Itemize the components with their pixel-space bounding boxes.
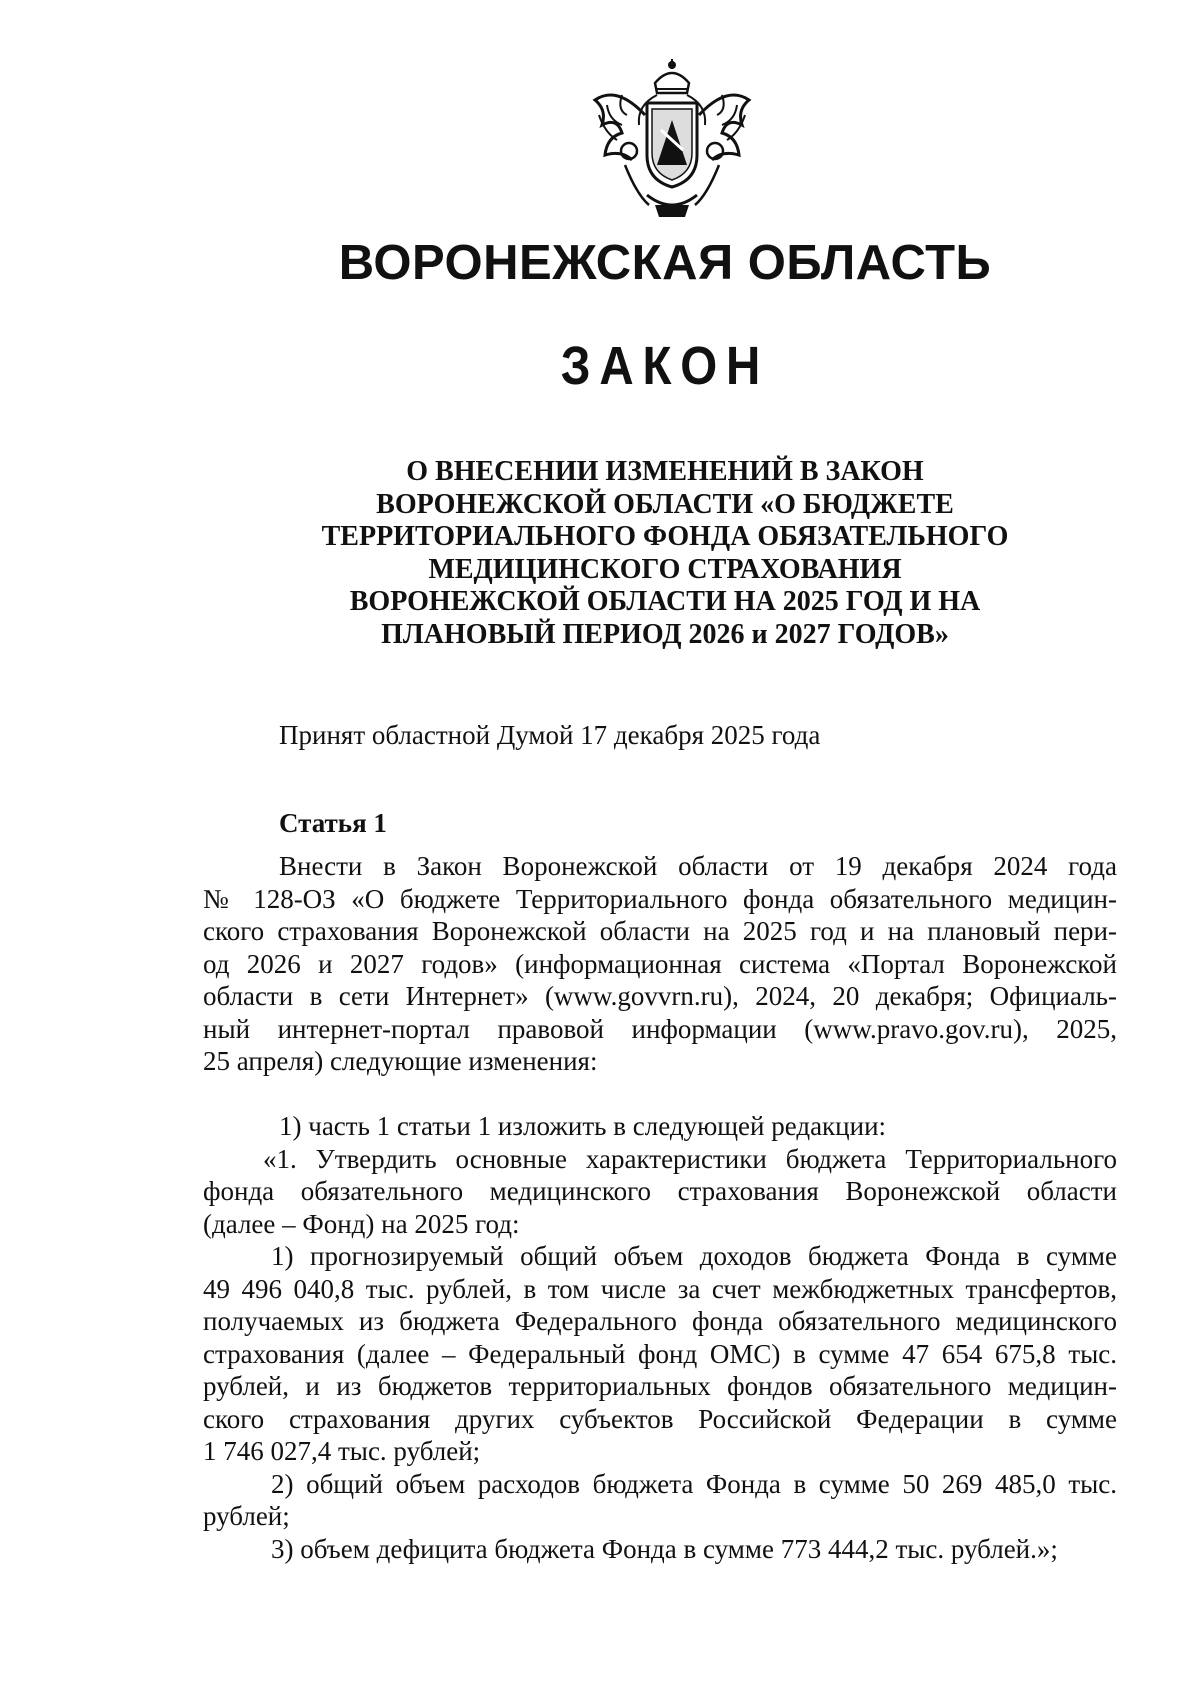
region-title: ВОРОНЕЖСКАЯ ОБЛАСТЬ [338, 236, 992, 290]
law-name-line: МЕДИЦИНСКОГО СТРАХОВАНИЯ [428, 553, 902, 585]
article-intro [203, 850, 1117, 1078]
article-heading: Статья 1 [279, 808, 387, 838]
text-line: 1) прогнозируемый общий объем доходов бюджета Фонда в сумме [271, 1241, 1117, 1271]
amendment-item-1 [203, 1110, 1117, 1565]
text-line: (далее – Фонд) на 2025 год: [203, 1208, 520, 1239]
law-name-line: ТЕРРИТОРИАЛЬНОГО ФОНДА ОБЯЗАТЕЛЬНОГО [321, 521, 1009, 552]
text-line: рублей; [203, 1501, 290, 1531]
text-line: страхования (далее – Федеральный фонд ОМС) в сумме 47 654 675,8 тыс. [203, 1338, 1117, 1369]
text-line: 1 746 027,4 тыс. рублей; [203, 1436, 481, 1466]
text-line: 2) общий объем расходов бюджета Фонда в сумме 50 269 485,0 тыс. [271, 1468, 1117, 1499]
adoption-date: Принят областной Думой 17 декабря 2025 года [279, 720, 821, 750]
text-line: «1. Утвердить основные характеристики бюджета Территориального [263, 1143, 1117, 1174]
text-line: 3) объем дефицита бюджета Фонда в сумме 773 444,2 тыс. рублей.»; [271, 1533, 1058, 1564]
coat-of-arms-icon [577, 55, 767, 225]
law-name-line: ПЛАНОВЫЙ ПЕРИОД 2026 и 2027 ГОДОВ» [381, 618, 949, 650]
law-name [300, 456, 1030, 651]
law-name-line: О ВНЕСЕНИИ ИЗМЕНЕНИЙ В ЗАКОН [406, 456, 924, 487]
law-name-line: ВОРОНЕЖСКОЙ ОБЛАСТИ НА 2025 ГОД И НА [349, 586, 981, 617]
text-line: рублей, и из бюджетов территориальных фондов обязательного медицин- [203, 1371, 1117, 1401]
text-line: 25 апреля) следующие изменения: [203, 1046, 598, 1076]
text-line: получаемых из бюджета Федерального фонда обязательного медицинского [203, 1306, 1117, 1336]
text-line: 49 496 040,8 тыс. рублей, в том числе за счет межбюджетных трансфертов, [203, 1273, 1117, 1304]
text-line: ный интернет-портал правовой информации (www.pravo.gov.ru), 2025, [203, 1013, 1117, 1044]
text-line: ского страхования Воронежской области на 2025 год и на плановый пери- [203, 916, 1117, 946]
text-line: 1) часть 1 статьи 1 изложить в следующей редакции: [279, 1111, 887, 1141]
law-title: ЗАКОН [560, 336, 770, 396]
text-line: № 128-ОЗ «О бюджете Территориального фонда обязательного медицин- [203, 883, 1117, 914]
law-name-line: ВОРОНЕЖСКОЙ ОБЛАСТИ «О БЮДЖЕТЕ [376, 488, 954, 520]
text-line: ского страхования других субъектов Российской Федерации в сумме [203, 1403, 1117, 1434]
text-line: Внести в Закон Воронежской области от 19 декабря 2024 года [279, 851, 1117, 881]
text-line: области в сети Интернет» (www.govvrn.ru), 2024, 20 декабря; Официаль- [203, 981, 1117, 1011]
text-line: фонда обязательного медицинского страхования Воронежской области [203, 1176, 1117, 1206]
text-line: од 2026 и 2027 годов» (информационная система «Портал Воронежской [203, 948, 1117, 979]
